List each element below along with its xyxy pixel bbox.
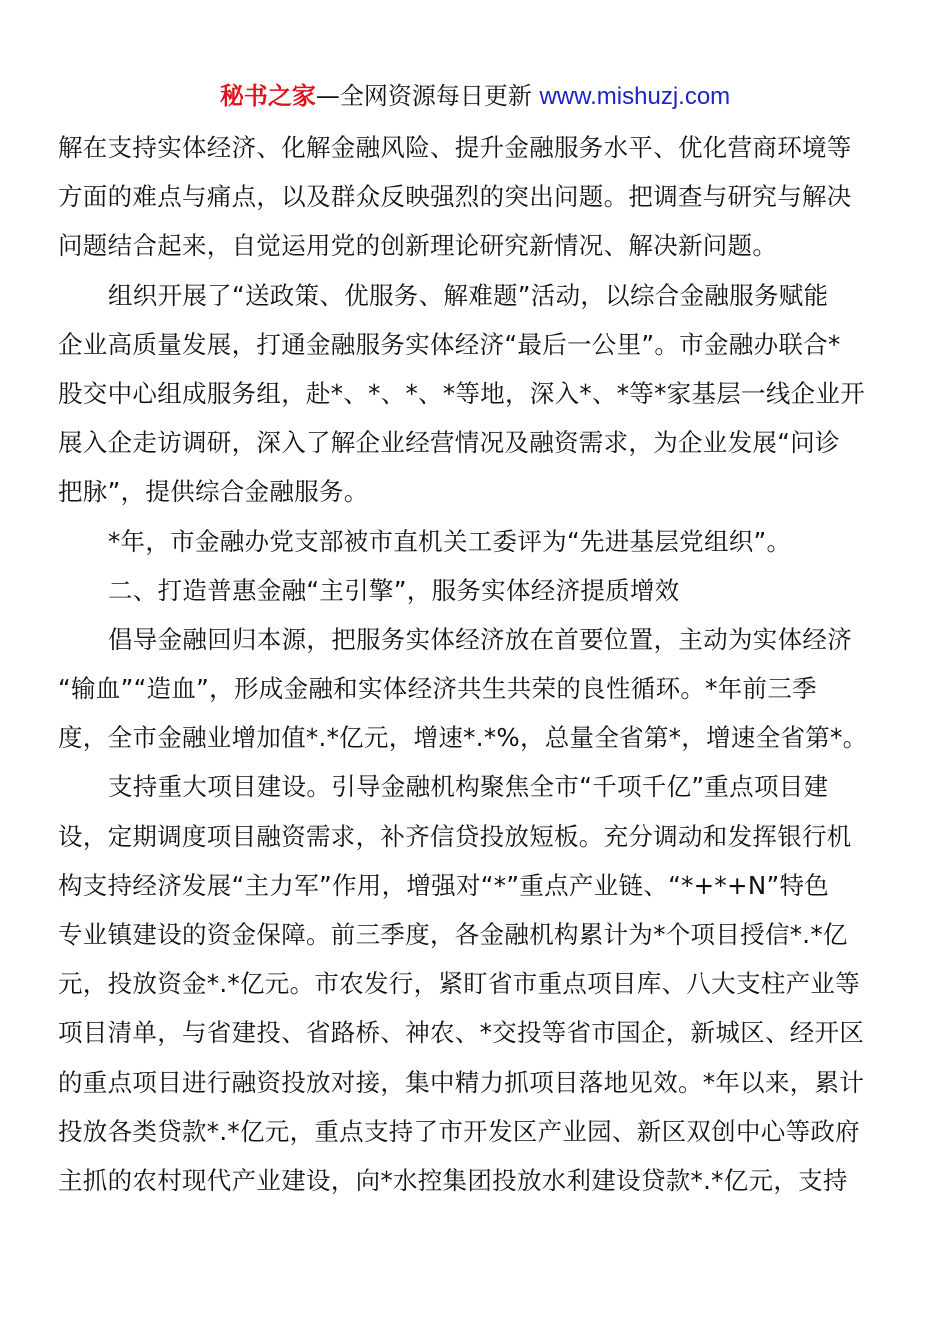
text-line: 企业高质量发展，打通金融服务实体经济“最后一公里”。市金融办联合* [58,329,841,359]
text-line: 专业镇建设的资金保障。前三季度，各金融机构累计为*个项目授信*.*亿 [58,920,848,949]
header-tagline: —全网资源每日更新 [315,82,540,110]
paragraph-start-line: 倡导金融回归本源，把服务实体经济放在首要位置，主动为实体经济 [108,624,852,654]
text-line: 的重点项目进行融资投放对接，集中精力抓项目落地见效。*年以来，累计 [58,1067,865,1097]
text-line: 方面的难点与痛点，以及群众反映强烈的突出问题。把调查与研究与解决 [58,182,852,212]
text-line: 项目清单，与省建投、省路桥、神农、*交投等省市国企，新城区、经开区 [58,1018,865,1048]
text-line: 元，投放资金*.*亿元。市农发行，紧盯省市重点项目库、八大支柱产业等 [58,969,860,999]
text-line: 解在支持实体经济、化解金融风险、提升金融服务水平、优化营商环境等 [58,133,852,162]
text-line: 主抓的农村现代产业建设，向*水控集团投放水利建设贷款*.*亿元，支持 [58,1165,848,1195]
text-line: 投放各类贷款*.*亿元，重点支持了市开发区产业园、新区双创中心等政府 [58,1116,860,1146]
text-line: 构支持经济发展“主力军”作用，增强对“*”重点产业链、“*+*+N”特色 [58,870,830,900]
page-header [0,78,950,115]
text-line: “输血”“造血”，形成金融和实体经济共生共荣的良性循环。*年前三季 [58,674,817,704]
text-line: 问题结合起来，自觉运用党的创新理论研究新情况、解决新问题。 [58,231,778,261]
section-heading: 二、打造普惠金融“主引擎”，服务实体经济提质增效 [108,575,680,605]
text-line: 设，定期调度项目融资需求，补齐信贷投放短板。充分调动和发挥银行机 [58,821,852,851]
text-line: 把脉”，提供综合金融服务。 [58,477,369,507]
text-line: 股交中心组成服务组，赴*、*、*、*等地，深入*、*等*家基层一线企业开 [58,378,866,408]
brand-name: 秘书之家 [219,82,316,110]
paragraph-start-line: *年，市金融办党支部被市直机关工委评为“先进基层党组织”。 [108,526,792,556]
document-body [58,123,898,1205]
paragraph-start-line: 组织开展了“送政策、优服务、解难题”活动，以综合金融服务赋能 [108,280,829,310]
paragraph-start-line: 支持重大项目建设。引导金融机构聚焦全市“千项千亿”重点项目建 [108,772,829,802]
text-line: 展入企走访调研，深入了解企业经营情况及融资需求，为企业发展“问诊 [58,428,840,458]
site-url-link[interactable]: www.mishuzj.com [539,83,731,110]
text-line: 度，全市金融业增加值*.*亿元，增速*.*%，总量全省第*，增速全省第*。 [58,723,868,753]
